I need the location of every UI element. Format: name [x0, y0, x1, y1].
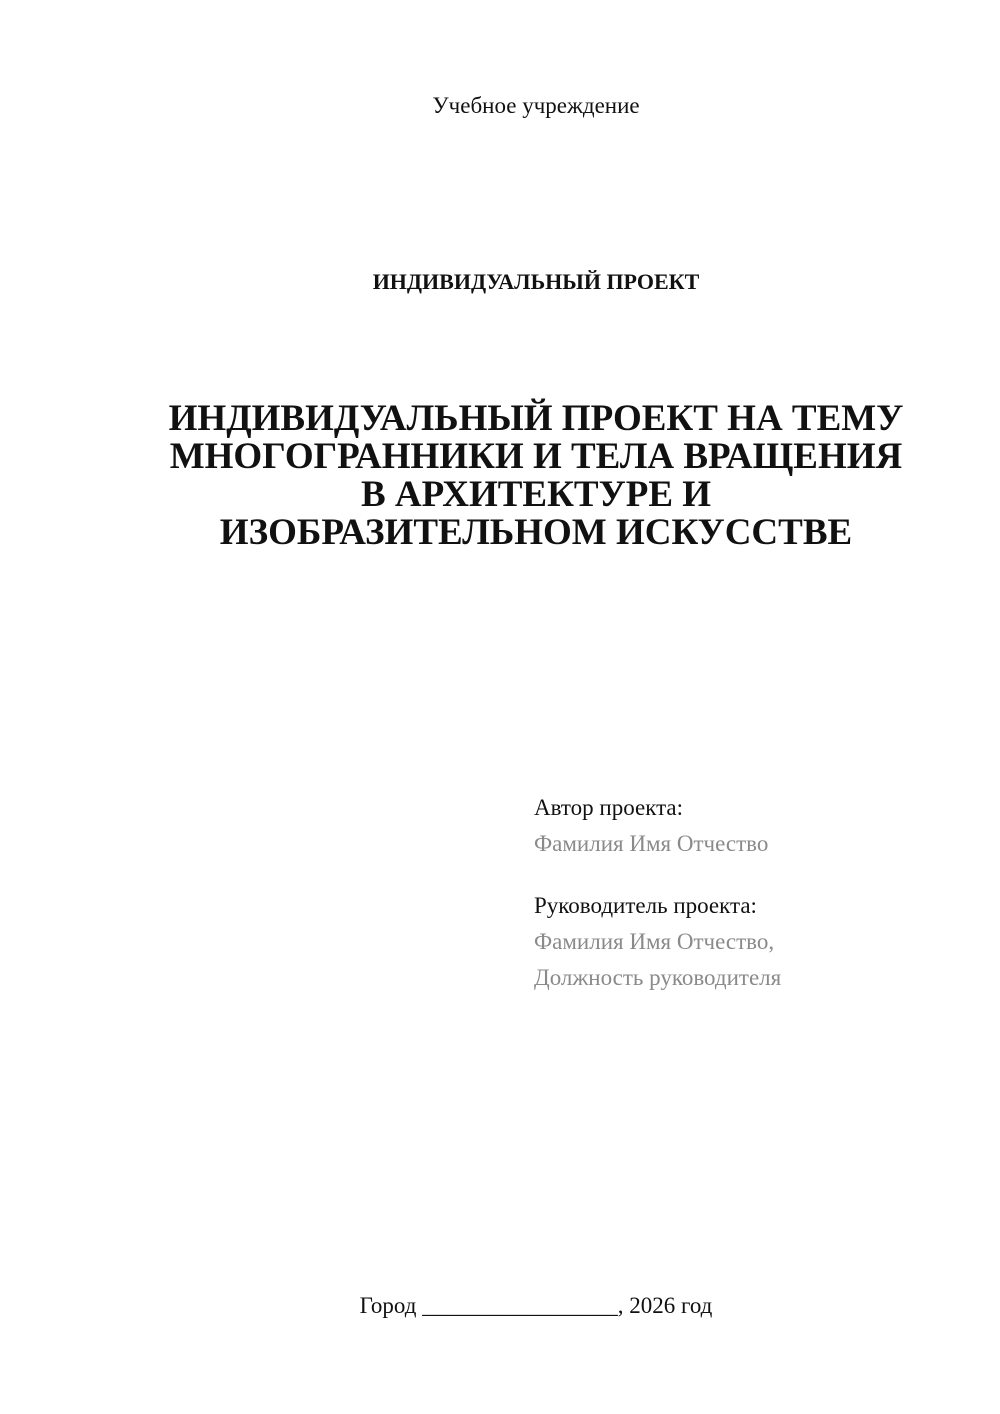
- project-title-line: МНОГОГРАННИКИ И ТЕЛА ВРАЩЕНИЯ: [169, 436, 903, 477]
- project-title-line: В АРХИТЕКТУРЕ И: [360, 474, 712, 515]
- project-title-line: ИНДИВИДУАЛЬНЫЙ ПРОЕКТ НА ТЕМУ: [168, 398, 904, 439]
- project-title-line: ИЗОБРАЗИТЕЛЬНОМ ИСКУССТВЕ: [219, 512, 853, 553]
- supervisor-label: Руководитель проекта:: [534, 893, 757, 918]
- city-year-line: Город _________________, 2026 год: [359, 1293, 713, 1318]
- author-label: Автор проекта:: [534, 795, 683, 820]
- project-title: [0, 400, 1000, 552]
- institution-name: Учебное учреждение: [432, 93, 640, 118]
- spacer: [534, 862, 781, 888]
- supervisor-position: Должность руководителя: [534, 965, 782, 990]
- author-name: Фамилия Имя Отчество: [534, 831, 769, 856]
- project-credits: [534, 790, 781, 996]
- supervisor-name: Фамилия Имя Отчество,: [534, 929, 775, 954]
- project-type-heading: ИНДИВИДУАЛЬНЫЙ ПРОЕКТ: [372, 269, 700, 294]
